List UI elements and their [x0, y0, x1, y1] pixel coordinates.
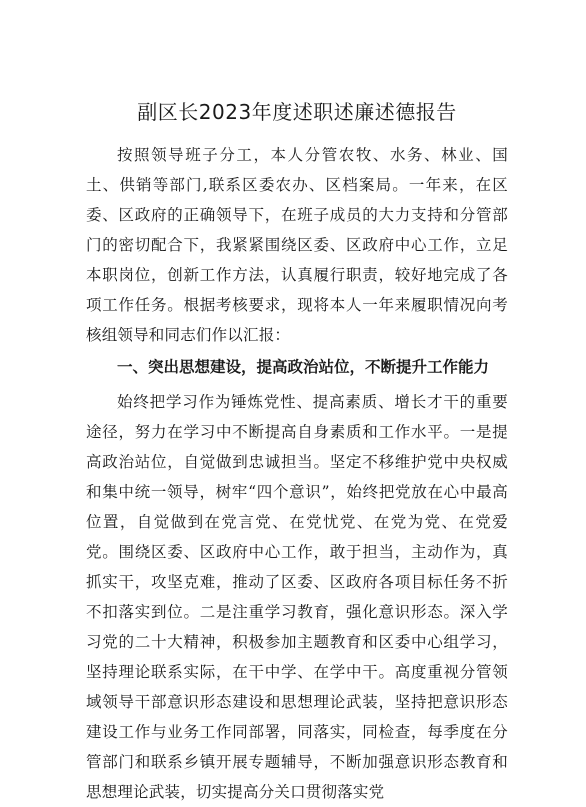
section-paragraph: 始终把学习作为锤炼党性、提高素质、增长才干的重要途径，努力在学习中不断提高自身素质和工作水平。一是提高政治站位，自觉做到忠诚担当。坚定不移维护党中央权威和集中统一领导，树牢“四个意识”，始终把党放在心中最高位置，自觉做到在党言党、在党忧党、在党为党、在党爱党。围绕区委、区政府中心工作，敢于担当，主动作为，真抓实干，攻坚克难，推动了区委、区政府各项目标任务不折不扣落实到位。二是注重学习教育，强化意识形态。深入学习党的二十大精神，积极参加主题教育和区委中心组学习，坚持理论联系实际，在干中学、在学中干。高度重视分管领域领导干部意识形态建设和思想理论武装，坚持把意识形态建设工作与业务工作同部署，同落实，同检查，每季度在分管部门和联系乡镇开展专题辅导，不断加强意识形态教育和思想理论武装，切实提高分关口贯彻落实党	[86, 393, 508, 801]
intro-paragraph: 按照领导班子分工，本人分管农牧、水务、林业、国土、供销等部门,联系区委农办、区档案局。一年来，在区委、区政府的正确领导下，在班子成员的大力支持和分管部门的密切配合下，我紧紧围绕区委、区政府中心工作，立足本职岗位，创新工作方法，认真履行职责，较好地完成了各项工作任务。根据考核要求，现将本人一年来履职情况向考核组领导和同志们作以汇报：	[86, 146, 508, 344]
section-heading: 一、突出思想建设，提高政治站位，不断提升工作能力	[117, 358, 490, 376]
document-title: 副区长2023年度述职述廉述德报告	[137, 100, 457, 124]
